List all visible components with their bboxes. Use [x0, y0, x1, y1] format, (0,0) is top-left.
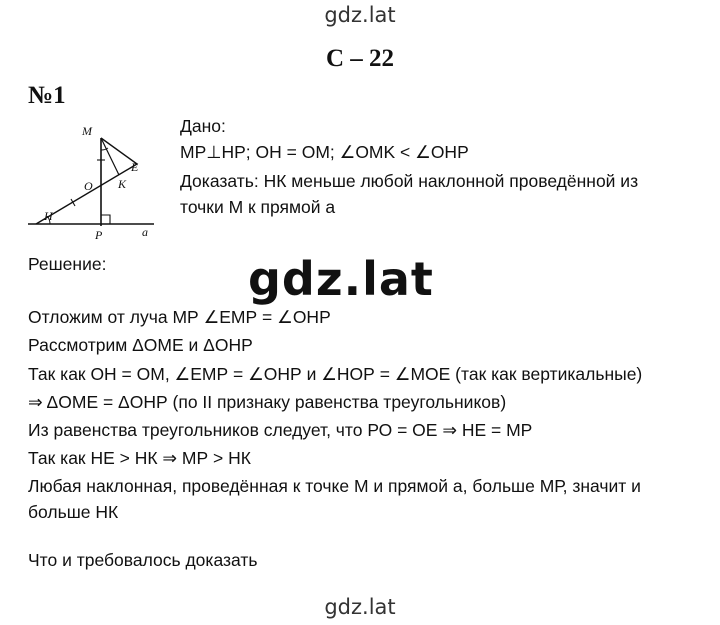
label-p: P [95, 228, 103, 240]
problem-number: №1 [28, 82, 66, 109]
solution-line: Любая наклонная, проведённая к точке М и прямой а, больше МР, значит и [28, 476, 641, 496]
right-angle-mark [101, 215, 110, 224]
label-h: H [44, 209, 53, 223]
watermark-middle: gdz.lat [248, 252, 434, 306]
geometry-figure [26, 120, 166, 240]
given-heading: Дано: [180, 116, 226, 136]
solution-line: Так как ОН = ОМ, ∠ЕМР = ∠ОНР и ∠НОР = ∠МОЕ (так как вертикальные) [28, 364, 643, 384]
watermark-bottom: gdz.lat [324, 595, 396, 619]
given-condition: MP⊥HP; OH = OM; ∠OMK < ∠OHP [180, 142, 469, 162]
label-e: E [131, 160, 139, 174]
conclusion: Что и требовалось доказать [28, 550, 258, 570]
solution-heading: Решение: [28, 254, 107, 274]
watermark-top: gdz.lat [324, 3, 396, 27]
solution-line: Из равенства треугольников следует, что РО = ОЕ ⇒ НЕ = МР [28, 420, 533, 440]
solution-line: Так как НЕ > НК ⇒ МР > НК [28, 448, 251, 468]
label-k: K [118, 177, 127, 191]
solution-line: Рассмотрим ΔОМЕ и ΔОНР [28, 335, 253, 355]
page-title: С – 22 [325, 45, 395, 72]
label-a: a [142, 225, 148, 239]
prove-line-2: точки М к прямой а [180, 197, 336, 217]
label-m: M [82, 124, 92, 138]
solution-line: Отложим от луча МР ∠ЕМР = ∠ОНР [28, 307, 331, 327]
prove-line-1: Доказать: НК меньше любой наклонной проведённой из [180, 171, 639, 191]
solution-line: больше НК [28, 502, 119, 522]
label-o: O [84, 179, 93, 193]
solution-line: ⇒ ΔОМЕ = ΔОНР (по II признаку равенства треугольников) [28, 392, 507, 412]
segment-mk [101, 138, 119, 175]
